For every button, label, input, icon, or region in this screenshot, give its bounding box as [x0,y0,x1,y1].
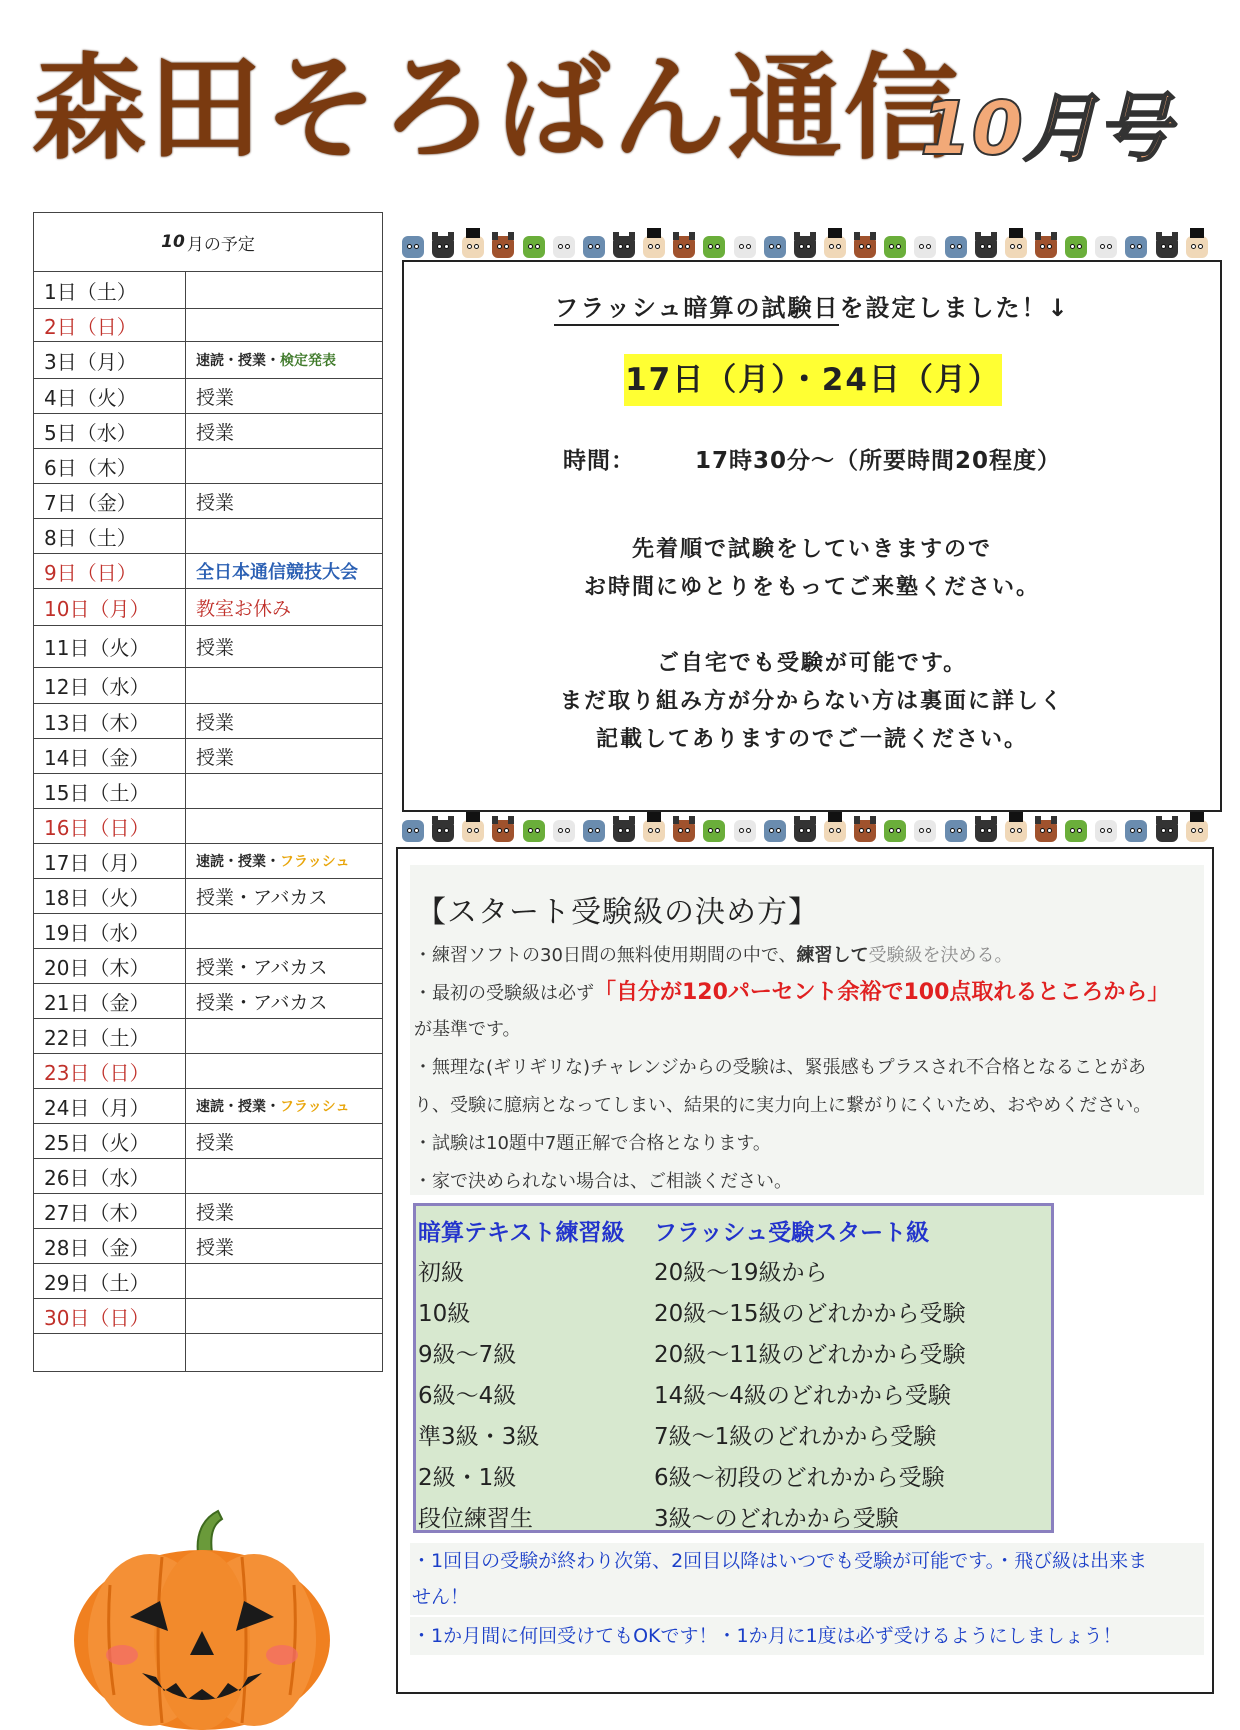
schedule-day: 21日（金） [34,984,186,1018]
guideline-line5: り、受験に臆病となってしまい、結果的に実力向上に繋がりにくいため、おやめください。 [414,1095,1152,1116]
schedule-event [186,809,382,843]
schedule-event [186,1334,382,1371]
monster-icon [882,228,908,262]
monster-icon [1123,228,1149,262]
table-cell-practice-grade: 初級 [418,1260,464,1286]
schedule-event: 教室お休み [196,597,292,620]
monster-icon [1093,812,1119,846]
monster-icon [762,812,788,846]
monster-icon [641,228,667,262]
october-schedule-table [33,212,383,1372]
monster-icon [912,812,938,846]
schedule-event: 授業 [196,1131,235,1154]
notice-heading [404,288,1220,323]
schedule-event: 授業 [196,1201,235,1224]
schedule-event: 全日本通信競技大会 [196,562,358,583]
schedule-row [34,519,382,554]
schedule-event-part: 速読・授業・ [196,854,280,870]
schedule-day: 11日（火） [34,626,186,667]
schedule-event-part: フラッシュ [280,1099,350,1115]
table-cell-practice-grade: 2級・1級 [418,1465,517,1491]
notice-heading-underlined: フラッシュ暗算の試験日 [554,294,839,326]
monster-icon [822,812,848,846]
schedule-row [34,774,382,809]
schedule-event-part: フラッシュ [280,854,350,870]
halloween-border-top [400,218,1210,262]
schedule-event-part: 速読・授業・ [196,1099,280,1115]
schedule-day: 30日（日） [34,1299,186,1333]
monster-icon [551,812,577,846]
grade-section-title: 【スタート受験級の決め方】 [416,895,819,930]
schedule-header-label: 月の予定 [186,234,255,255]
monster-icon [701,812,727,846]
schedule-event [186,1159,382,1193]
schedule-day: 4日（火） [34,379,186,413]
monster-icon [521,812,547,846]
monster-icon [611,228,637,262]
schedule-row [34,309,382,342]
schedule-event-part: 速読・授業・ [196,353,280,369]
schedule-event: 授業 [196,1236,235,1259]
schedule-row [34,379,382,414]
table-cell-practice-grade: 6級～4級 [418,1383,517,1409]
monster-icon [943,812,969,846]
exam-dates-highlight: 17日（月）・24日（月） [624,354,1002,406]
monster-icon [822,228,848,262]
schedule-row [34,1334,382,1371]
schedule-day: 15日（土） [34,774,186,808]
monster-icon [732,228,758,262]
monster-icon [1003,228,1029,262]
monster-icon [581,228,607,262]
monster-icon [1154,812,1180,846]
table-cell-start-grade: 20級～15級のどれかから受験 [654,1301,966,1327]
monster-icon [1033,812,1059,846]
guideline-line2 [414,975,1169,1006]
monster-icon [1063,228,1089,262]
notice-heading-rest: を設定しました！↓ [839,294,1070,322]
guideline-line2-emphasis: 「自分が120パーセント余裕で100点取れるところから」 [594,980,1170,1005]
monster-icon [701,228,727,262]
schedule-event [186,1054,382,1088]
table-cell-practice-grade: 段位練習生 [418,1506,533,1532]
schedule-event [186,844,382,878]
monster-icon [1063,812,1089,846]
monster-icon [641,812,667,846]
schedule-row [34,626,382,668]
schedule-day: 17日（月） [34,844,186,878]
monster-icon [943,228,969,262]
monster-icon [671,228,697,262]
schedule-row [34,1019,382,1054]
monster-icon [1184,812,1210,846]
schedule-event: 授業 [196,746,235,769]
monster-icon [611,812,637,846]
schedule-row [34,809,382,844]
schedule-row [34,1124,382,1159]
schedule-row [34,949,382,984]
schedule-row [34,704,382,739]
guideline-line2-a: ・最初の受験級は必ず [414,983,594,1004]
schedule-row [34,739,382,774]
monster-icon [1154,228,1180,262]
schedule-day: 18日（火） [34,879,186,913]
schedule-event: 授業 [196,637,235,659]
schedule-row [34,484,382,519]
schedule-row [34,844,382,879]
schedule-day: 13日（木） [34,704,186,738]
grade-guidelines-panel [410,865,1204,1195]
schedule-event [186,1089,382,1123]
schedule-day: 25日（火） [34,1124,186,1158]
monster-icon [430,812,456,846]
notice-para2-line3: 記載してありますのでご一読ください。 [595,727,1028,752]
schedule-row [34,1054,382,1089]
exam-time [404,442,1220,475]
schedule-event [186,309,382,341]
table-cell-start-grade: 20級～11級のどれかから受験 [654,1342,966,1368]
monster-icon [671,812,697,846]
exam-time-label: 時間： [562,448,635,474]
schedule-day: 22日（土） [34,1019,186,1053]
table-header-practice-grade: 暗算テキスト練習級 [418,1220,625,1246]
table-cell-start-grade: 7級～1級のどれかから受験 [654,1424,937,1450]
schedule-row [34,1089,382,1124]
issue-label: 10月号 [920,86,1171,172]
monster-icon [973,228,999,262]
schedule-event-part: 検定発表 [280,353,336,369]
schedule-event [186,519,382,553]
note2: ・1か月間に何回受けてもOKです！・1か月に1度は必ず受けるようにしましょう！ [410,1617,1204,1655]
schedule-event: 授業 [196,386,235,409]
table-cell-practice-grade: 準3級・3級 [418,1424,540,1450]
schedule-day: 9日（日） [34,554,186,588]
table-cell-start-grade: 20級～19級から [654,1260,828,1286]
monster-icon [852,812,878,846]
schedule-row [34,414,382,449]
monster-icon [1033,228,1059,262]
halloween-border-bottom [400,802,1210,846]
schedule-row [34,1299,382,1334]
monster-icon [551,228,577,262]
schedule-day: 27日（木） [34,1194,186,1228]
schedule-day: 29日（土） [34,1264,186,1298]
schedule-row [34,589,382,626]
guideline-line4: ・無理な(ギリギリな)チャレンジからの受験は、緊張感もプラスされ不合格となることがあ [414,1057,1147,1078]
exam-time-value: 17時30分～（所要時間20程度） [694,448,1062,474]
guideline-line1-b: 練習して [796,945,869,966]
monster-icon [1123,812,1149,846]
schedule-header-month: 10 [161,232,185,252]
schedule-event [186,272,382,308]
guideline-line7: ・家で決められない場合は、ご相談ください。 [414,1171,792,1192]
schedule-row [34,342,382,379]
schedule-day: 23日（日） [34,1054,186,1088]
schedule-day: 7日（金） [34,484,186,518]
monster-icon [1003,812,1029,846]
notice-para2-line1: ご自宅でも受験が可能です。 [656,651,968,676]
schedule-day [34,1334,186,1371]
schedule-day: 16日（日） [34,809,186,843]
schedule-event [186,1299,382,1333]
monster-icon [882,812,908,846]
table-cell-practice-grade: 9級～7級 [418,1342,517,1368]
schedule-day: 20日（木） [34,949,186,983]
schedule-row [34,272,382,309]
notice-para1-line1: 先着順で試験をしていきますので [631,537,992,562]
schedule-event [186,1264,382,1298]
schedule-event [186,774,382,808]
schedule-row [34,1264,382,1299]
monster-icon [490,812,516,846]
guideline-line1-c: 受験級を決める。 [868,945,1013,966]
schedule-day: 12日（水） [34,668,186,703]
schedule-event: 授業・アバカス [196,956,328,979]
schedule-day: 1日（土） [34,272,186,308]
schedule-row [34,1194,382,1229]
schedule-day: 19日（水） [34,914,186,948]
schedule-event [186,668,382,703]
monster-icon [521,228,547,262]
guideline-line1-a: ・練習ソフトの30日間の無料使用期間の中で、 [414,945,797,966]
schedule-day: 28日（金） [34,1229,186,1263]
monster-icon [1184,228,1210,262]
monster-icon [1093,228,1119,262]
schedule-row [34,984,382,1019]
table-cell-practice-grade: 10級 [418,1301,471,1327]
schedule-day: 5日（水） [34,414,186,448]
schedule-event [186,914,382,948]
schedule-day: 3日（月） [34,342,186,378]
schedule-day: 6日（木） [34,449,186,483]
schedule-event [186,449,382,483]
schedule-header [34,213,382,272]
monster-icon [400,228,426,262]
newsletter-title: 森田そろばん通信 [32,42,961,175]
monster-icon [460,228,486,262]
schedule-row [34,879,382,914]
note1-line1: ・1回目の受験が終わり次第、2回目以降はいつでも受験が可能です。・飛び級は出来ま [410,1543,1204,1579]
jack-o-lantern-icon [70,1505,334,1730]
flash-exam-notice [402,260,1222,812]
schedule-row [34,914,382,949]
schedule-day: 14日（金） [34,739,186,773]
grade-mapping-table [413,1203,1054,1533]
monster-icon [792,228,818,262]
monster-icon [762,228,788,262]
notice-para2-line2: まだ取り組み方が分からない方は裏面に詳しく [559,689,1064,714]
monster-icon [460,812,486,846]
schedule-row [34,1159,382,1194]
schedule-row [34,668,382,704]
schedule-day: 8日（土） [34,519,186,553]
schedule-event: 授業・アバカス [196,991,328,1014]
table-header-start-grade: フラッシュ受験スタート級 [654,1220,930,1246]
notice-para1-line2: お時間にゆとりをもってご来塾ください。 [583,575,1040,600]
monster-icon [973,812,999,846]
monster-icon [400,812,426,846]
start-grade-section [396,847,1214,1694]
monster-icon [732,812,758,846]
monster-icon [430,228,456,262]
monster-icon [912,228,938,262]
schedule-row [34,554,382,589]
schedule-row [34,1229,382,1264]
monster-icon [792,812,818,846]
schedule-event [186,1019,382,1053]
schedule-day: 10日（月） [34,589,186,625]
guideline-line6: ・試験は10題中7題正解で合格となります。 [414,1133,771,1154]
table-cell-start-grade: 3級～のどれかから受験 [654,1506,899,1532]
guideline-line3: が基準です。 [414,1019,521,1040]
schedule-event: 授業 [196,421,235,444]
guideline-line1 [414,941,1013,967]
schedule-event [186,342,382,378]
schedule-event: 授業 [196,711,235,734]
schedule-day: 24日（月） [34,1089,186,1123]
note1-line2: せん！ [410,1579,1204,1615]
schedule-event: 授業・アバカス [196,886,328,909]
table-cell-start-grade: 14級～4級のどれかから受験 [654,1383,951,1409]
schedule-event: 授業 [196,491,235,514]
monster-icon [852,228,878,262]
schedule-row [34,449,382,484]
monster-icon [581,812,607,846]
monster-icon [490,228,516,262]
schedule-day: 26日（水） [34,1159,186,1193]
schedule-day: 2日（日） [34,309,186,341]
table-cell-start-grade: 6級～初段のどれかから受験 [654,1465,945,1491]
